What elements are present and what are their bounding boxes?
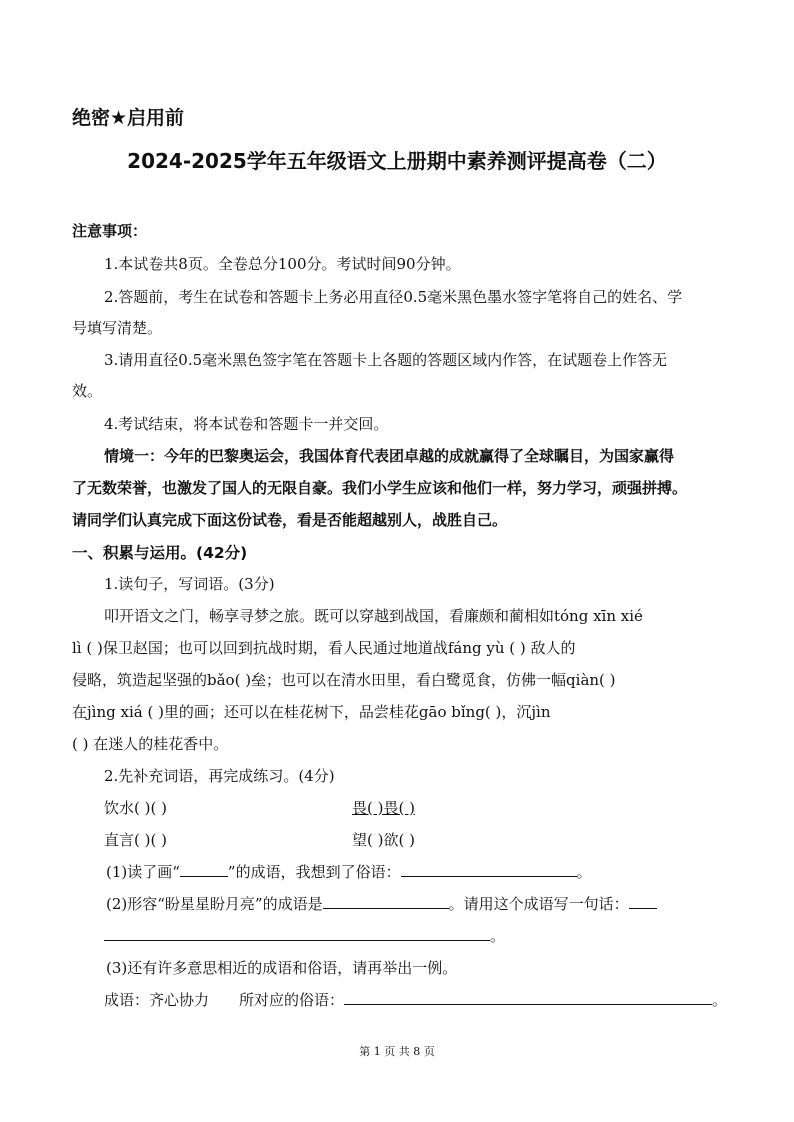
question-1-line-3: 侵略，筑造起坚强的bǎo( )垒；也可以在清水田里，看白鹭觅食，仿佛一幅qiàn( ): [72, 671, 616, 689]
answer-blank-proverb[interactable]: [401, 862, 577, 877]
subquestion-2-end: 。: [490, 927, 506, 945]
question-2-prompt: 2.先补充词语，再完成练习。(4分): [104, 767, 335, 785]
answer-blank-idiom[interactable]: [323, 894, 449, 909]
notice-item-2-cont: 号填写清楚。: [72, 319, 163, 337]
notice-item-2: 2.答题前，考生在试卷和答题卡上务必用直径0.5毫米黑色墨水签字笔将自己的姓名、学: [104, 288, 683, 306]
exam-title: 2024-2025学年五年级语文上册期中素养测评提高卷（二）: [127, 149, 667, 173]
question-1-line-4: 在jìng xiá ( )里的画；还可以在桂花树下，品尝桂花gāo bǐng( )，沉jìn: [72, 703, 551, 721]
question-1-prompt: 1.读句子，写词语。(3分): [104, 575, 275, 593]
notice-heading: 注意事项：: [72, 222, 148, 240]
notice-item-3-cont: 效。: [72, 382, 103, 400]
context-line-3: 请同学们认真完成下面这份试卷，看是否能超越别人，战胜自己。: [72, 511, 508, 529]
context-line-1: 情境一：今年的巴黎奥运会，我国体育代表团卓越的成就赢得了全球瞩目，为国家赢得: [104, 447, 675, 465]
subquestion-3: (3)还有许多意思相近的成语和俗语，请再举出一例。: [106, 959, 458, 977]
subquestion-2-cont: [104, 925, 505, 946]
idiom-fill-3: 直言( )( ): [104, 831, 167, 849]
notice-item-1: 1.本试卷共8页。全卷总分100分。考试时间90分钟。: [104, 255, 461, 273]
idiom-fill-1: 饮水( )( ): [104, 799, 167, 817]
question-1-line-5: ( ) 在迷人的桂花香中。: [72, 735, 229, 753]
question-1-line-1: 叩开语文之门，畅享寻梦之旅。既可以穿越到战国，看廉颇和蔺相如tóng xīn xié: [104, 607, 643, 625]
idiom-label: 成语：齐心协力: [104, 991, 210, 1009]
question-1-line-2: lì ( )保卫赵国；也可以回到抗战时期，看人民通过地道战fáng yù ( ) 敌人的: [72, 639, 576, 657]
proverb-label: 所对应的俗语：: [239, 991, 345, 1009]
subquestion-1: [106, 861, 592, 882]
idiom-fill-2-underlined: 畏( )畏( ): [352, 799, 415, 817]
notice-item-3: 3.请用直径0.5毫米黑色签字笔在答题卡上各题的答题区域内作答，在试题卷上作答无: [104, 351, 668, 369]
idiom-proverb-end: 。: [712, 991, 728, 1009]
subquestion-2-text-b: 。请用这个成语写一句话：: [448, 895, 629, 913]
subquestion-1-text-a: (1)读了画“: [106, 863, 180, 881]
context-line-2: 了无数荣誉，也激发了国人的无限自豪。我们小学生应该和他们一样，努力学习，顽强拼搏。: [72, 479, 688, 497]
notice-item-4: 4.考试结束，将本试卷和答题卡一并交回。: [104, 415, 389, 433]
subquestion-1-end: 。: [576, 863, 592, 881]
answer-blank-mark[interactable]: [180, 862, 228, 877]
idiom-proverb-row: [104, 989, 727, 1010]
confidential-label: 绝密★启用前: [72, 107, 185, 129]
page-footer: 第 1 页 共 8 页: [359, 1045, 435, 1058]
answer-blank-sentence[interactable]: [104, 926, 490, 941]
subquestion-2: [106, 893, 657, 914]
subquestion-1-text-b: ”的成语，我想到了俗语：: [227, 863, 401, 881]
idiom-fill-4: 望( )欲( ): [352, 831, 415, 849]
answer-blank-sentence-start[interactable]: [629, 894, 657, 909]
subquestion-2-text-a: (2)形容“盼星星盼月亮”的成语是: [106, 895, 323, 913]
section-heading: 一、积累与运用。(42分): [72, 544, 248, 562]
answer-blank-matching-proverb[interactable]: [344, 990, 712, 1005]
